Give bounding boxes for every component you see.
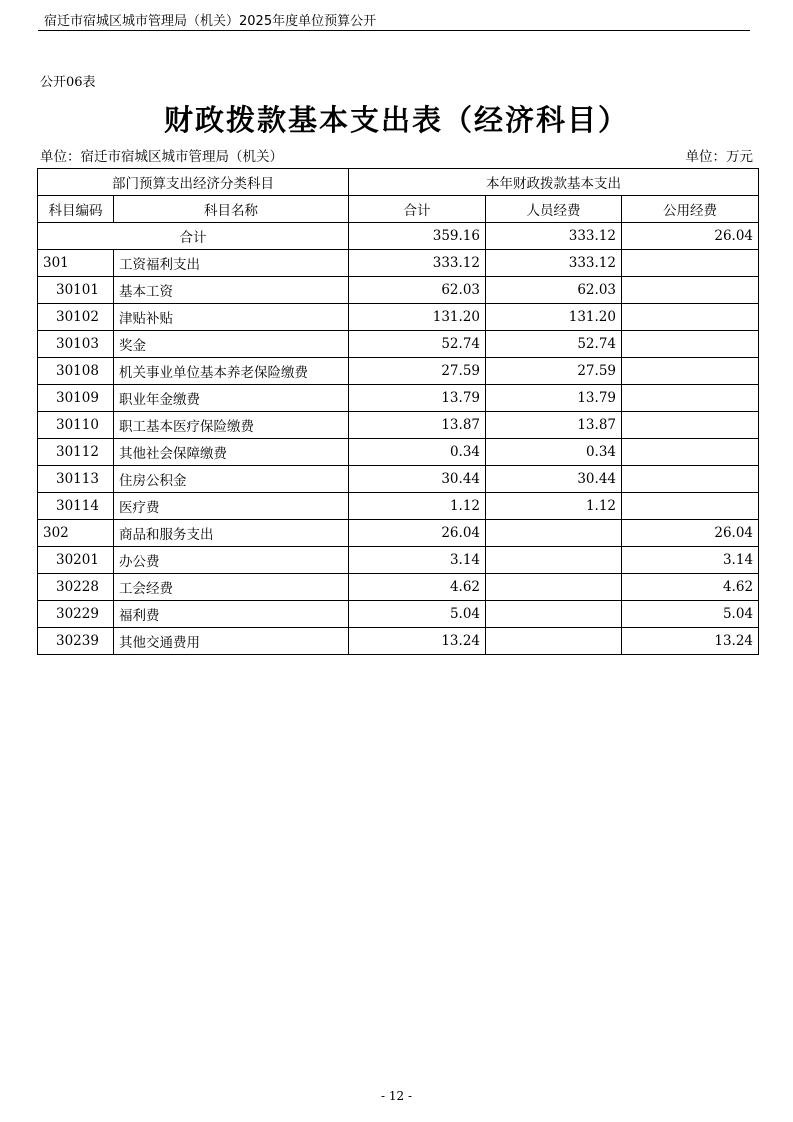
row-code: 30113 (38, 466, 114, 493)
organization-unit: 单位：宿迁市宿城区城市管理局（机关） (40, 149, 283, 165)
row-name: 商品和服务支出 (114, 520, 349, 547)
row-code: 30114 (38, 493, 114, 520)
row-name: 福利费 (114, 601, 349, 628)
row-total: 62.03 (349, 277, 486, 304)
row-personnel: 1.12 (486, 493, 622, 520)
row-personnel: 52.74 (486, 331, 622, 358)
row-personnel: 333.12 (486, 250, 622, 277)
group-header-classification: 部门预算支出经济分类科目 (38, 169, 349, 196)
table-row (38, 628, 759, 655)
row-name: 其他社会保障缴费 (114, 439, 349, 466)
row-public (622, 277, 759, 304)
table-row (38, 520, 759, 547)
table-row (38, 547, 759, 574)
row-personnel: 13.79 (486, 385, 622, 412)
row-code: 30101 (38, 277, 114, 304)
table-row (38, 277, 759, 304)
row-total: 30.44 (349, 466, 486, 493)
row-public: 5.04 (622, 601, 759, 628)
row-name: 住房公积金 (114, 466, 349, 493)
row-total: 26.04 (349, 520, 486, 547)
total-amount: 359.16 (349, 223, 486, 250)
table-row (38, 466, 759, 493)
column-header-total: 合计 (349, 196, 486, 223)
row-public (622, 250, 759, 277)
expenditure-table (37, 168, 759, 655)
column-header-personnel: 人员经费 (486, 196, 622, 223)
column-header-code: 科目编码 (38, 196, 114, 223)
currency-unit: 单位：万元 (685, 149, 753, 165)
row-total: 13.87 (349, 412, 486, 439)
row-code: 30112 (38, 439, 114, 466)
row-personnel (486, 520, 622, 547)
row-personnel: 30.44 (486, 466, 622, 493)
total-public-amount: 26.04 (622, 223, 759, 250)
row-total: 52.74 (349, 331, 486, 358)
row-name: 其他交通费用 (114, 628, 349, 655)
document-header: 宿迁市宿城区城市管理局（机关）2025年度单位预算公开 (44, 14, 377, 29)
row-public (622, 358, 759, 385)
table-column-header-row (38, 196, 759, 223)
table-total-row (38, 223, 759, 250)
column-header-name: 科目名称 (114, 196, 349, 223)
header-divider (38, 30, 750, 31)
row-name: 基本工资 (114, 277, 349, 304)
row-code: 301 (38, 250, 114, 277)
row-public (622, 439, 759, 466)
table-row (38, 385, 759, 412)
table-row (38, 439, 759, 466)
row-personnel: 0.34 (486, 439, 622, 466)
row-total: 13.79 (349, 385, 486, 412)
row-personnel (486, 574, 622, 601)
row-total: 1.12 (349, 493, 486, 520)
table-number: 公开06表 (40, 75, 96, 90)
table-row (38, 601, 759, 628)
total-personnel-amount: 333.12 (486, 223, 622, 250)
row-public (622, 304, 759, 331)
row-total: 131.20 (349, 304, 486, 331)
row-personnel (486, 628, 622, 655)
total-label: 合计 (38, 223, 349, 250)
row-name: 职工基本医疗保险缴费 (114, 412, 349, 439)
row-total: 5.04 (349, 601, 486, 628)
row-public: 13.24 (622, 628, 759, 655)
row-personnel (486, 601, 622, 628)
table-row (38, 250, 759, 277)
row-code: 30110 (38, 412, 114, 439)
row-total: 4.62 (349, 574, 486, 601)
table-row (38, 304, 759, 331)
row-code: 30201 (38, 547, 114, 574)
row-name: 奖金 (114, 331, 349, 358)
table-row (38, 358, 759, 385)
row-name: 职业年金缴费 (114, 385, 349, 412)
row-public: 4.62 (622, 574, 759, 601)
row-name: 办公费 (114, 547, 349, 574)
row-public (622, 493, 759, 520)
column-header-public: 公用经费 (622, 196, 759, 223)
table-row (38, 574, 759, 601)
row-personnel: 131.20 (486, 304, 622, 331)
row-personnel (486, 547, 622, 574)
page-title: 财政拨款基本支出表（经济科目） (163, 103, 629, 137)
row-public: 3.14 (622, 547, 759, 574)
row-public (622, 412, 759, 439)
row-total: 0.34 (349, 439, 486, 466)
row-personnel: 62.03 (486, 277, 622, 304)
group-header-basic-expenditure: 本年财政拨款基本支出 (349, 169, 759, 196)
table-group-header-row (38, 169, 759, 196)
row-personnel: 27.59 (486, 358, 622, 385)
table-row (38, 331, 759, 358)
page-number: - 12 - (380, 1089, 412, 1103)
row-code: 30109 (38, 385, 114, 412)
row-public (622, 385, 759, 412)
table-row (38, 493, 759, 520)
row-code: 30229 (38, 601, 114, 628)
row-code: 30102 (38, 304, 114, 331)
row-code: 30239 (38, 628, 114, 655)
row-code: 30103 (38, 331, 114, 358)
row-public: 26.04 (622, 520, 759, 547)
row-code: 302 (38, 520, 114, 547)
row-code: 30108 (38, 358, 114, 385)
table-row (38, 412, 759, 439)
row-name: 工会经费 (114, 574, 349, 601)
row-personnel: 13.87 (486, 412, 622, 439)
row-total: 333.12 (349, 250, 486, 277)
row-total: 13.24 (349, 628, 486, 655)
row-name: 津贴补贴 (114, 304, 349, 331)
row-code: 30228 (38, 574, 114, 601)
row-public (622, 466, 759, 493)
row-name: 医疗费 (114, 493, 349, 520)
row-public (622, 331, 759, 358)
row-total: 27.59 (349, 358, 486, 385)
row-name: 工资福利支出 (114, 250, 349, 277)
row-name: 机关事业单位基本养老保险缴费 (114, 358, 349, 385)
row-total: 3.14 (349, 547, 486, 574)
